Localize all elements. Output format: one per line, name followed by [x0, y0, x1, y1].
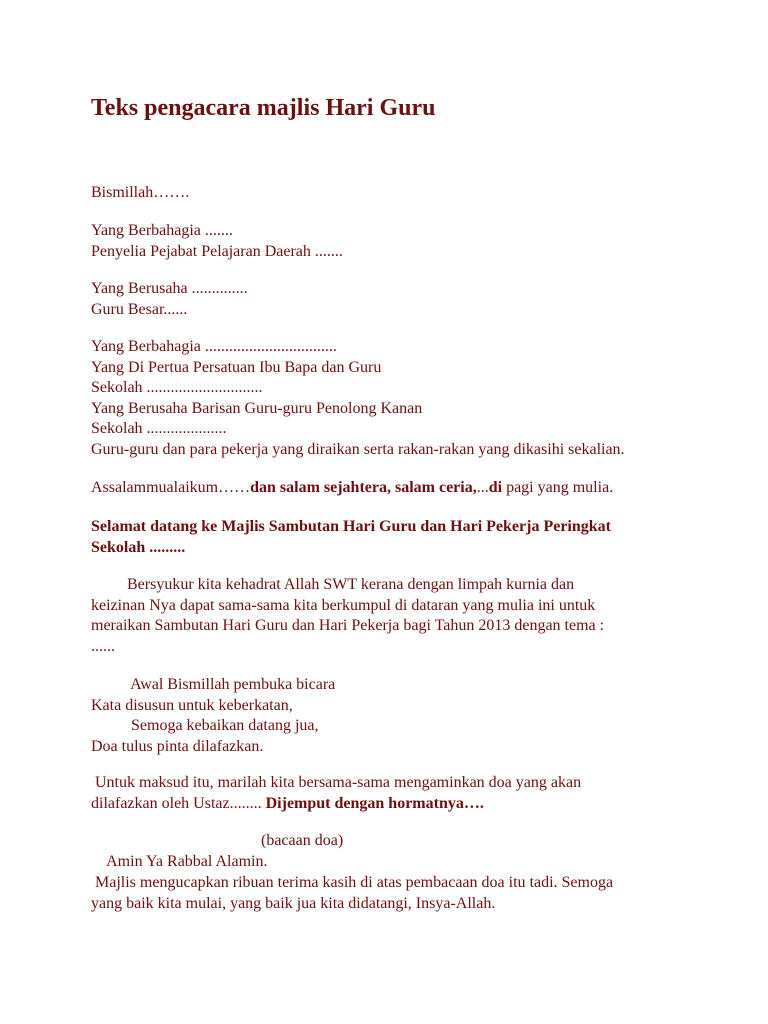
greeting-line: Yang Berbahagia ................................. [91, 338, 337, 355]
greeting-line: Yang Berusaha Barisan Guru-guru Penolong Kanan [91, 399, 423, 417]
greeting-block-1 [91, 221, 343, 262]
salam-part-3: ... [476, 479, 489, 496]
poem-line: Doa tulus pinta dilafazkan. [91, 737, 264, 755]
greeting-line: Yang Berusaha .............. [91, 280, 248, 297]
paragraph-line: ...... [91, 637, 115, 655]
amin-text: Amin Ya Rabbal Alamin. [91, 853, 268, 870]
poem-line: Awal Bismillah pembuka bicara [91, 676, 336, 693]
paragraph-doa-invitation [91, 773, 581, 814]
greeting-line: Yang Di Pertua Persatuan Ibu Bapa dan Guru [91, 358, 382, 376]
poem-line: Semoga kebaikan datang jua, [91, 717, 319, 734]
poem-line: Kata disusun untuk keberkatan, [91, 696, 293, 714]
welcome-line: Selamat datang ke Majlis Sambutan Hari Guru dan Hari Pekerja Peringkat [91, 518, 611, 535]
salam-line [91, 478, 613, 499]
paragraph-line: Bersyukur kita kehadrat Allah SWT kerana dengan limpah kurnia dan [91, 576, 575, 593]
paragraph-line: Untuk maksud itu, marilah kita bersama-sama mengaminkan doa yang akan [91, 774, 582, 791]
closing-line: yang baik kita mulai, yang baik jua kita didatangi, Insya-Allah. [91, 894, 496, 912]
salam-part-4: di [488, 479, 503, 496]
document-title: Teks pengacara majlis Hari Guru [91, 95, 436, 121]
doa-note-text: (bacaan doa) [261, 832, 344, 849]
paragraph-gratitude [91, 575, 604, 657]
paragraph-line: meraikan Sambutan Hari Guru dan Hari Pekerja bagi Tahun 2013 dengan tema : [91, 617, 605, 634]
greeting-block-2 [91, 279, 248, 320]
greeting-line: Yang Berbahagia ....... [91, 222, 233, 239]
greeting-line: Sekolah .................... [91, 420, 227, 437]
salam-part-2: dan salam sejahtera, salam ceria, [250, 479, 477, 496]
bismillah-line [91, 183, 189, 204]
invitation-text: Dijemput dengan hormatnya…. [265, 794, 484, 812]
closing-paragraph [91, 873, 613, 914]
bismillah-text: Bismillah……. [91, 184, 190, 201]
greeting-line: Guru Besar...... [91, 300, 188, 318]
ustaz-text: dilafazkan oleh Ustaz........ [91, 794, 266, 812]
welcome-heading [91, 517, 611, 558]
welcome-line: Sekolah ......... [91, 538, 186, 556]
greeting-block-3 [91, 337, 625, 460]
poem-block [91, 675, 335, 757]
bacaan-doa-note [261, 831, 343, 852]
paragraph-line: keizinan Nya dapat sama-sama kita berkumpul di dataran yang mulia ini untuk [91, 596, 596, 614]
greeting-line: Sekolah ............................. [91, 379, 263, 396]
salam-text [91, 478, 613, 499]
greeting-line: Guru-guru dan para pekerja yang diraikan serta rakan-rakan yang dikasihi sekalian. [91, 440, 625, 458]
salam-part-1: Assalammualaikum…… [91, 479, 251, 496]
closing-line: Majlis mengucapkan ribuan terima kasih di atas pembacaan doa itu tadi. Semoga [91, 874, 614, 891]
greeting-line: Penyelia Pejabat Pelajaran Daerah ....... [91, 242, 343, 260]
amin-line [91, 852, 267, 873]
salam-part-5: pagi yang mulia. [502, 479, 614, 496]
paragraph-line-2 [91, 794, 581, 815]
